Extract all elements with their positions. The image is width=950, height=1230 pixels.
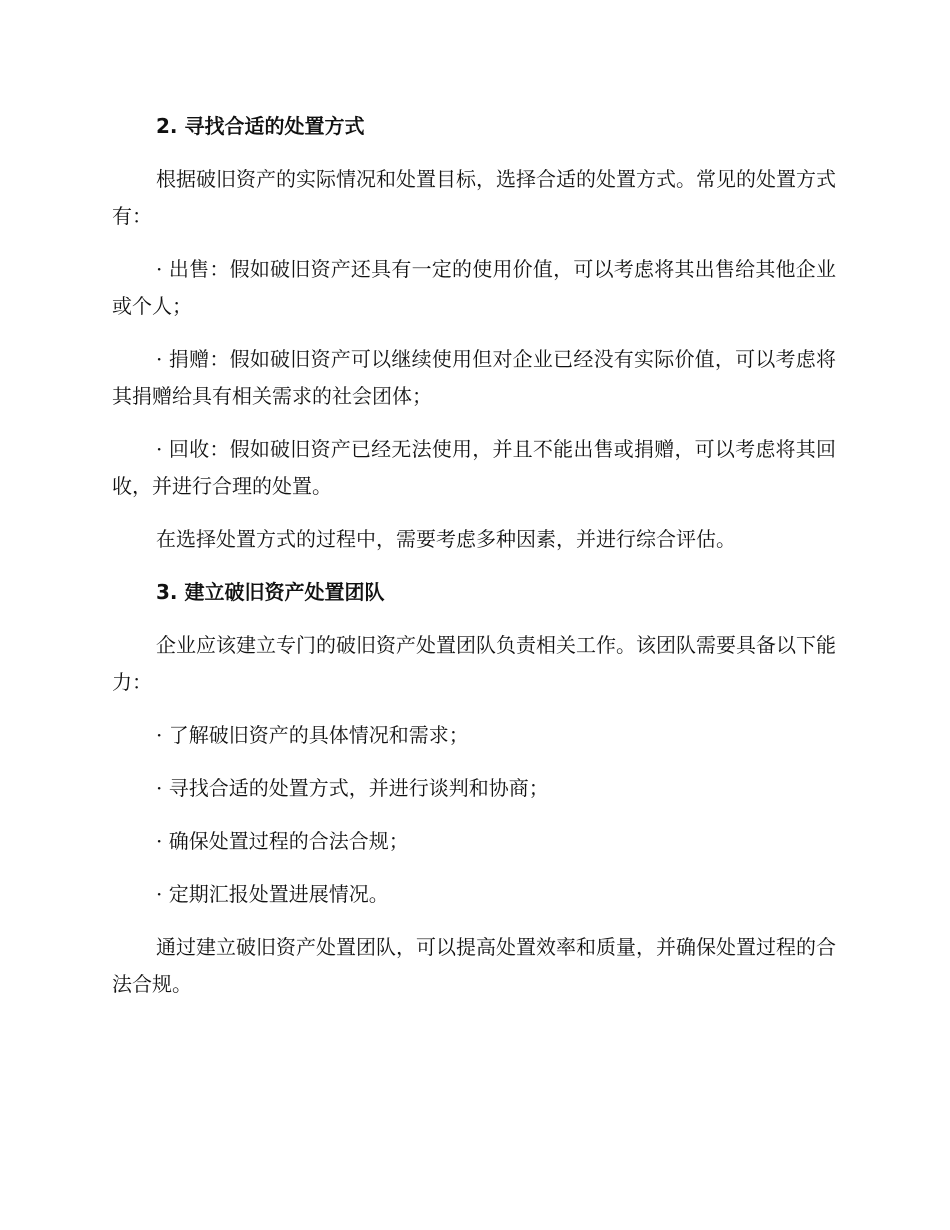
paragraph-intro: 根据破旧资产的实际情况和处置目标，选择合适的处置方式。常见的处置方式有： <box>112 167 836 228</box>
section-disposal-method <box>112 108 836 558</box>
paragraph-summary: 通过建立破旧资产处置团队，可以提高处置效率和质量，并确保处置过程的合法合规。 <box>112 935 836 996</box>
section-disposal-team <box>112 574 836 1003</box>
bullet-donate: · 捐赠：假如破旧资产可以继续使用但对企业已经没有实际价值，可以考虑将其捐赠给具有相关需求的社会团体； <box>112 347 836 408</box>
document-body <box>112 108 836 1019</box>
section-heading: 2. 寻找合适的处置方式 <box>156 114 365 138</box>
paragraph-intro: 企业应该建立专门的破旧资产处置团队负责相关工作。该团队需要具备以下能力： <box>112 633 836 694</box>
bullet-sell: · 出售：假如破旧资产还具有一定的使用价值，可以考虑将其出售给其他企业或个人； <box>112 257 836 318</box>
bullet-understand: · 了解破旧资产的具体情况和需求； <box>156 723 469 747</box>
bullet-report: · 定期汇报处置进展情况。 <box>156 882 389 906</box>
paragraph-summary: 在选择处置方式的过程中，需要考虑多种因素，并进行综合评估。 <box>156 527 736 551</box>
bullet-compliance: · 确保处置过程的合法合规； <box>156 829 409 853</box>
bullet-negotiate: · 寻找合适的处置方式，并进行谈判和协商； <box>156 776 549 800</box>
bullet-recycle: · 回收：假如破旧资产已经无法使用，并且不能出售或捐赠，可以考虑将其回收，并进行合理的处置。 <box>112 437 836 498</box>
section-heading: 3. 建立破旧资产处置团队 <box>156 580 385 604</box>
